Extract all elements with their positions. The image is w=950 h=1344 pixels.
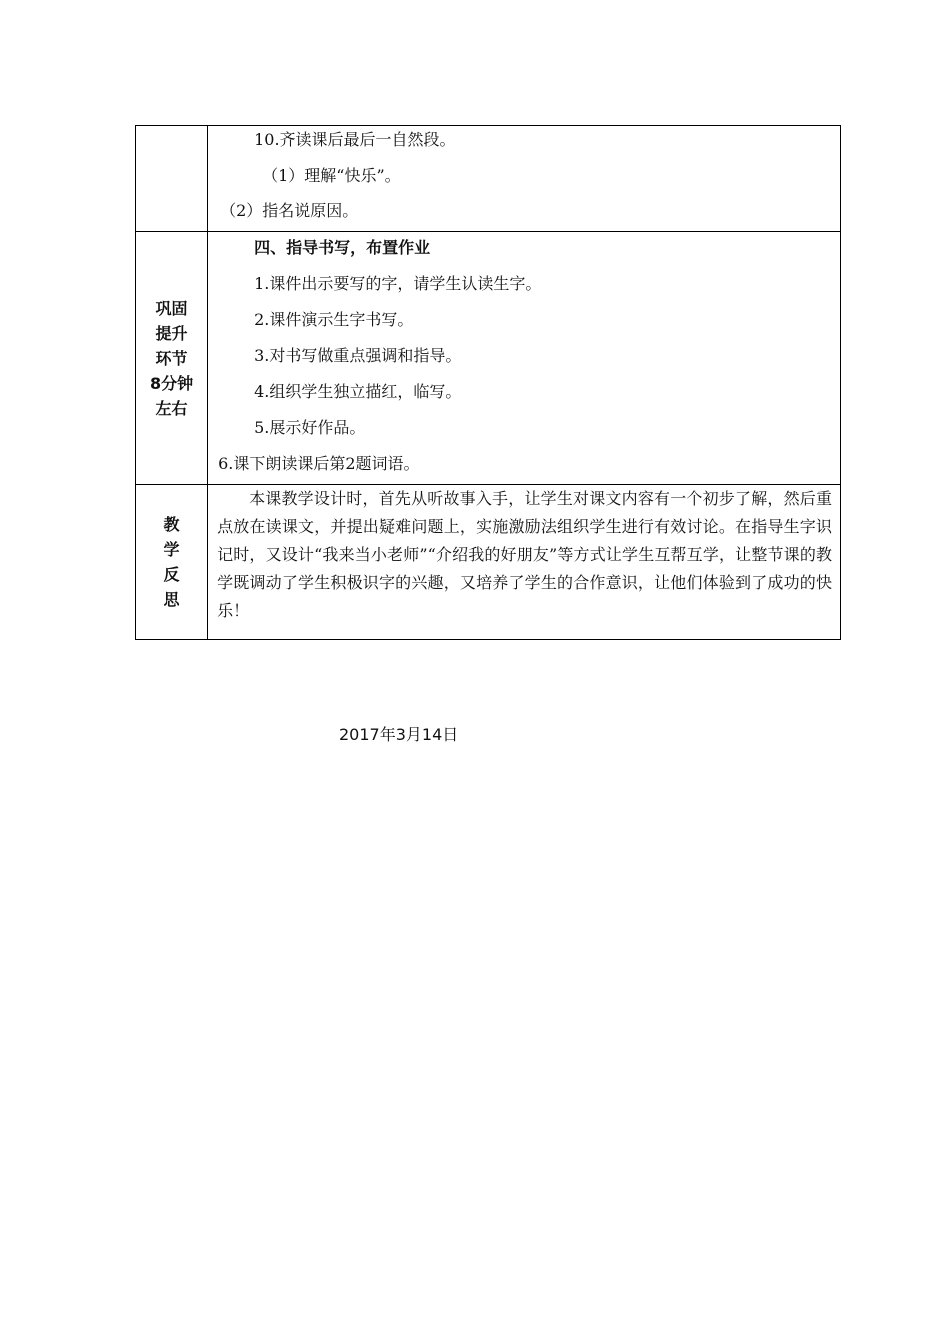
- label-line: 左右: [155, 398, 188, 418]
- step-line: 5.展示好作品。: [254, 418, 366, 437]
- label-line: 反: [163, 565, 180, 584]
- step-line: （2）指名说原因。: [220, 201, 359, 220]
- label-line: 教: [163, 515, 180, 534]
- label-line: 学: [163, 540, 180, 559]
- step-line: 4.组织学生独立描红，临写。: [254, 382, 462, 401]
- label-line: 环节: [155, 348, 188, 368]
- lesson-plan-table: [135, 125, 841, 640]
- section-heading: 四、指导书写，布置作业: [254, 238, 431, 257]
- label-line: 巩固: [155, 298, 188, 318]
- step-line: 6.课下朗读课后第2题词语。: [218, 454, 420, 473]
- row-content: [208, 232, 841, 485]
- step-line: 2.课件演示生字书写。: [254, 310, 414, 329]
- row-label-empty: [136, 126, 208, 232]
- step-line: 1.课件出示要写的字，请学生认读生字。: [254, 274, 542, 293]
- table-row: [136, 126, 841, 232]
- row-label-reflection: [136, 485, 208, 640]
- label-line: 思: [163, 590, 180, 609]
- label-line: 提升: [155, 323, 188, 343]
- step-line: 3.对书写做重点强调和指导。: [254, 346, 462, 365]
- table-row: [136, 232, 841, 485]
- label-line: 8分钟: [149, 373, 194, 393]
- step-line: （1）理解“快乐”。: [262, 166, 401, 185]
- document-date: 2017年3月14日: [339, 725, 459, 744]
- row-content: [208, 485, 841, 640]
- row-label-consolidation: [136, 232, 208, 485]
- table-row: [136, 485, 841, 640]
- step-line: 10.齐读课后最后一自然段。: [254, 130, 456, 149]
- reflection-paragraph: 本课教学设计时，首先从听故事入手，让学生对课文内容有一个初步了解，然后重点放在读课文，并提出疑难问题上，实施激励法组织学生进行有效讨论。在指导生字识记时，又设计“我来当小老师”“介绍我的好朋友”等方式让学生互帮互学，让整节课的教学既调动了学生积极识字的兴趣，又培养了学生的合作意识，让他们体验到了成功的快乐！: [217, 489, 832, 620]
- row-content: [208, 126, 841, 232]
